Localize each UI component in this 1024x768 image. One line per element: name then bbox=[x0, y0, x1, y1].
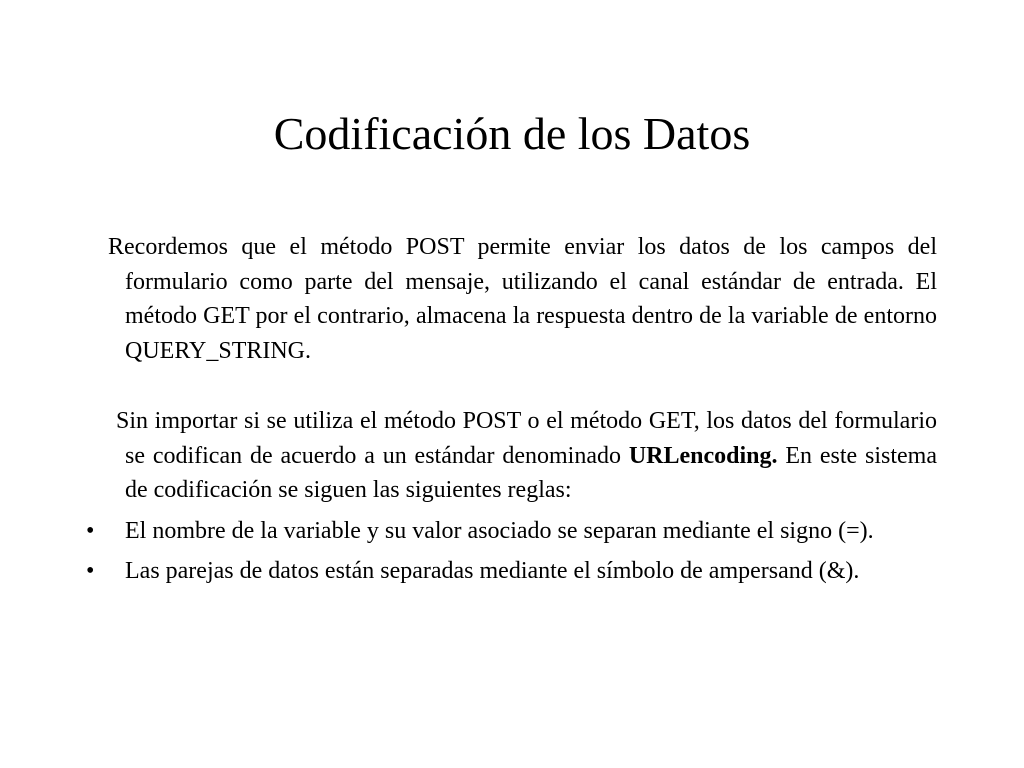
slide-body bbox=[86, 230, 937, 589]
paragraph-url-encoding-rest: En este sistema de codificación se siguen las siguientes reglas: bbox=[125, 442, 937, 503]
bullet-icon: • bbox=[86, 558, 95, 584]
bullet-icon: • bbox=[86, 517, 95, 544]
paragraph-url-encoding bbox=[116, 404, 937, 508]
list-item-text: El nombre de la variable y su valor asociado se separan mediante el signo (=). bbox=[125, 517, 874, 544]
url-encoding-term: URLencoding. bbox=[628, 442, 778, 469]
list-item bbox=[86, 554, 937, 589]
slide-title: Codificación de los Datos bbox=[273, 108, 751, 159]
list-item-text: Las parejas de datos están separadas mediante el símbolo de ampersand (&). bbox=[125, 558, 860, 584]
paragraph-url-encoding-intro: Sin importar si se utiliza el método POST o el método GET, los datos del formulario se codifican de acuerdo a un estándar denominado bbox=[116, 408, 937, 469]
paragraph-post-method: Recordemos que el método POST permite enviar los datos de los campos del formulario como parte del mensaje, utilizando el canal estándar de entrada. El método GET por el contrario, almacena la respuesta dentro de la variable de entorno QUERY_STRING. bbox=[108, 234, 937, 364]
list-item bbox=[86, 514, 937, 549]
